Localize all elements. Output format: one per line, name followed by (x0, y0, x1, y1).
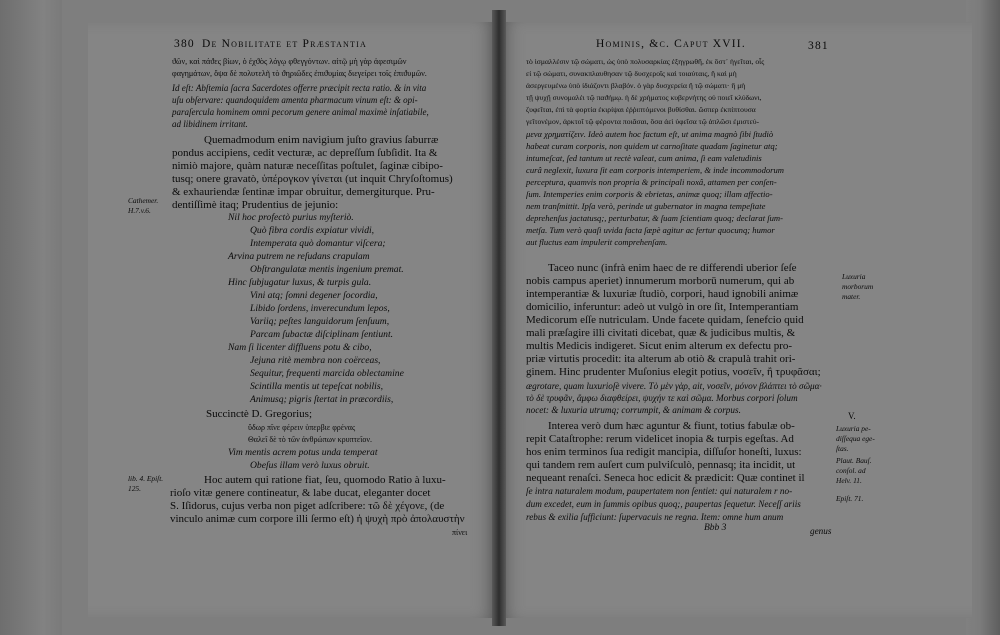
right-greek-line: γεῖτονέμον, ἀρκτοῖ τῷ φέροντα ποιᾶσαι, ὅσα ἀεὶ ὑφεῖσα τῷ ἀπλῶσι ἐμιστεύ- (526, 117, 760, 126)
left-margin-note: 125. (128, 484, 141, 493)
left-line: vinculo animæ cum corpore illi ſermo eſt) ἡ ψυχὴ πρὸ ἀπολαυστὴν (170, 513, 465, 525)
right-line: repit Cataſtrophe: rerum videlicet inopia & turpis egeſtas. Ad (526, 433, 794, 445)
right-margin-note: ſtas. (836, 444, 849, 453)
left-verse-line: Libido ſordens, inverecundum lepos, (250, 303, 390, 314)
left-running-head: De Nobilitate et Præstantia (202, 38, 367, 50)
right-line: hos enim terminos ſua redigit mancipia, diſſuſor honeſti, luxus: (526, 446, 802, 458)
right-margin-note: V. (848, 411, 856, 421)
left-line: & exhauriendæ ſentinæ impar obruitur, demergiturque. Pru- (172, 186, 435, 198)
left-margin-note: lib. 4. Epiſt. (128, 474, 164, 483)
right-greek-line: ἀσεργευμένω ὑπὸ ἰδιάζοντι βλαβόν. ὁ γὰρ δυσχερεία ἢ τῷ σώματι· ἢ μὴ (526, 81, 746, 90)
right-line: nequeant renaſci. Seneca hoc edicit & prædicit: Quæ continet il (526, 472, 805, 484)
right-margin-note: Luxuria (842, 272, 866, 281)
left-line: ad libidinem irritant. (172, 119, 248, 129)
left-verse-line: Obſtrangulatæ mentis ingenium premat. (250, 264, 404, 275)
right-greek-line: εἰ τῷ σώματι, συνακπλαυθησαν τῷ δυσχεροῖς καὶ τοιαύταις, ἢ καὶ μὴ (526, 69, 737, 78)
right-margin-note: morborum (842, 282, 874, 291)
right-margin-note: Epiſt. 71. (836, 494, 864, 503)
right-margin-note: conſol. ad (836, 466, 866, 475)
right-line: aut fluctus eam impulerit comprehenſam. (526, 237, 668, 247)
right-margin-note: Plaut. Bauſ. (836, 456, 872, 465)
right-page-number: 381 (808, 40, 829, 52)
left-margin-note: Cathemer. (128, 196, 159, 205)
right-line: ſum. Intemperies enim corporis & ebrietas, animæ quoq; illam affectio- (526, 189, 773, 199)
left-verse-line: Nam ſi licenter diffluens potu & cibo, (228, 342, 372, 353)
left-line: dentiſſimè itaq; Prudentius de jejunio: (172, 199, 339, 211)
right-line: rebus & exilia ſufficiunt: ſupervacuis ne regna. Item: omne hum anum (526, 512, 784, 522)
right-greek-line: ζυφεῖται, ἐπὶ τὰ φορτία ἐκιρίψαι ἐῤῥιπτόμενοι βυθίσθαι. ὥσπερ ἐκπίπτουσα (526, 105, 756, 114)
right-line: priæ virtutis procedit: ita alterum ab otiò & crapulà trahit ori- (526, 353, 796, 365)
right-line: metſa. Tum verò quaſi uvida facta ſæpè agitur ac fertur quocunq; humor (526, 225, 775, 235)
right-line: ſe intra naturalem modum, paupertatem non ſentiet: qui naturalem r no- (526, 486, 793, 496)
right-line: mali præſagire illi civitati dicebat, quæ & judicibus multis, & (526, 327, 796, 339)
left-line: Id eſt: Abſtemia ſacra Sacerdotes offerre præcipit recta ratio. & in vita (172, 83, 427, 93)
left-line: pondus accipiens, cedit vecturæ, ac depreſſum ſubſidit. Ita & (172, 147, 438, 159)
left-verse-line: Vini atq; ſomni degener ſocordia, (250, 290, 378, 301)
left-line: paraſercula hominem omni pecorum genere animal maximè inſatiabile, (172, 107, 429, 117)
left-line: ϑῶν, καὶ πάϑες βίων, ὁ ἐχϑὸς λόγῳ φθεγγόντων. αἰτῷ μὴ γὰρ ἀφεσιμῶν (172, 57, 407, 66)
left-margin-note: H.7.v.6. (128, 206, 151, 215)
left-greek-line: ὕδωρ πῖνε φέρειν ὑπερβιε φρένας (248, 423, 356, 432)
left-verse-line: Sequitur, frequenti marcida oblectamine (250, 368, 404, 379)
right-margin-note: Luxuria pe- (836, 424, 871, 433)
left-verse-line: Quò fibra cordis expiatur vividi, (250, 225, 375, 236)
left-verse-line: Nil hoc profectò purius myſteriò. (228, 212, 354, 223)
left-greek-line: Θαλεῖ δὲ τὸ τῶν ἀνθρώπων κρυπτεῖον. (248, 435, 372, 444)
right-line: τὸ δὲ τρυφᾶν, ἄμφω διαφθείρει, ψυχήν τε καὶ σῶμα. Morbus corpori ſolum (526, 393, 798, 403)
signature-mark: Bbb 3 (704, 523, 727, 533)
left-page-edges (0, 0, 62, 635)
left-line: tusq; onere gravatò, ὑπέρογκον γίνεται (ut inquit Chryſoſtomus) (172, 173, 453, 185)
right-line: deprehenſus jactatusq;, perturbatur, & ſuam ſcientiam quoq; declarat ſum- (526, 213, 783, 223)
right-line: nocet: & luxuria utrumq; corrumpit, & animam & corpus. (526, 405, 741, 415)
left-line: S. Iſidorus, cujus verba non piget adſcribere: τῶ δὲ χέγονε, (de (170, 500, 445, 512)
left-line: rioſo vitæ genere contineatur, & labe ducat, eleganter docet (170, 487, 431, 499)
right-margin-note: diſſequa ege- (836, 434, 875, 443)
right-line: qui tandem rem auſert cum pulviſculò, pennasq; ita incidit, ut (526, 459, 796, 471)
left-line: φαγημάτων, ὄψα δὲ πολυτελῆ τὸ ϑηριῶδες ἐπιϑυμίας διεγείρει τοῖς ἐπιϑυμῶν. (172, 69, 427, 78)
right-line: intemperantiæ & luxuriæ ſtudiò, corpori, haud ignobili animæ (526, 288, 799, 300)
right-line: curâ neglexit, luxura ſit eam corporis intemperiem, & inde incommodorum (526, 165, 785, 175)
right-line: Interea verò dum hæc aguntur & fiunt, totius fabulæ ob- (548, 420, 795, 432)
left-verse-line: Animusq; pigris ſtertat in præcordiis, (250, 394, 394, 405)
left-line: nimiò majore, quàm naturæ neceſſitas poſtulet, ſaginæ cibipo- (172, 160, 443, 172)
left-line: Quemadmodum enim navigium juſto gravius ſaburræ (204, 134, 439, 146)
right-running-head: Hominis, &c. Caput XVII. (596, 38, 746, 50)
right-line: μενα χρηματίζειν. Ideò autem hoc factum eſt, ut anima magnò ſibi ſtudiò (526, 129, 774, 139)
left-verse-line: Jejuna ritè membra non coërceas, (250, 355, 381, 366)
left-verse-line: Parcam ſubactæ diſciplinam ſentiunt. (250, 329, 394, 340)
right-line: nobis campus aperiet) innumerum morborū numerum, qui ab (526, 275, 795, 287)
left-verse-line: Obeſus illam verò luxus obruit. (250, 460, 370, 471)
right-line: nem tranſmittit. Ipſa verò, perinde ut gubernator in magna tempeſtate (526, 201, 766, 211)
left-page-number: 380 (174, 38, 195, 50)
left-line: uſu obſervare: quandoquidem amenta pharmacum vinum eſt: & opi- (172, 95, 418, 105)
right-catchword: genus (810, 526, 832, 536)
right-greek-line: τῇ ψυχῇ συνομαλέι τῷ παϑήμῳ. ἡ δὲ χρήματος κυβερνήτης οὐ ποιεῖ κλύδωνι, (526, 93, 762, 102)
left-line: πίνει (452, 528, 468, 537)
right-line: perceptura, quamvis non propria & principali noxâ, attamen per conſen- (526, 177, 777, 187)
right-line: multis Medicis indigeret. Sicut enim alterum ex defectu pro- (526, 340, 793, 352)
right-line: intumeſcat, ſed tantum ut rectè valeat, cum anima, ſi eam valetudinis (526, 153, 762, 163)
left-verse-line: Variiq; peſtes languidorum ſenſuum, (250, 316, 390, 327)
left-verse-line: Intemperata quò domantur viſcera; (250, 238, 386, 249)
left-verse-line: Arvina putrem ne reſudans crapulam (228, 251, 370, 262)
right-greek-line: τὸ ἱσμαλλέσιν τῷ σώματι, ὡς ὑπὸ πολυσαρκίας ἐξηγρωθῆ, ἐκ ὅστ᾽ ἡγεῖται, οἷς (526, 57, 765, 66)
left-verse-line: Vim mentis acrem potus unda temperat (228, 447, 378, 458)
book-gutter (492, 10, 506, 626)
left-verse-line: Hinc ſubjugatur luxus, & turpis gula. (228, 277, 372, 288)
right-line: habeat curam corporis, non quidem ut carnoſitate quadam ſaginetur atq; (526, 141, 778, 151)
left-verse-line: Scintilla mentis ut tepeſcat nobilis, (250, 381, 383, 392)
left-line: Hoc autem qui ratione fiat, ſeu, quomodo Ratio à luxu- (204, 474, 446, 486)
left-line: Succinctè D. Gregorius; (206, 408, 312, 420)
right-line: dum excedet, eum in ſummis opibus quoq;, paupertas ſequetur. Neceſſ ariis (526, 499, 801, 509)
right-line: ginem. Hinc prudenter Muſonius elegit potius, νοσεῖν, ἢ τρυφᾶσαι; (526, 366, 821, 378)
right-line: domicilio, inferuntur: adeò ut vulgò in ore ſit, Intemperantiam (526, 301, 799, 313)
right-line: Taceo nunc (infrà enim haec de re differendi uberior ſeſe (548, 262, 797, 274)
right-margin-note: Helv. 11. (836, 476, 862, 485)
right-line: Medicorum eſſe nutriculam. Unde facete quidam, ſenefcio quid (526, 314, 804, 326)
right-margin-note: mater. (842, 292, 861, 301)
right-line: ægrotare, quam luxurioſè vivere. Τὸ μὲν γὰρ, ait, νοσεῖν, μόνον βλάπτει τὸ σῶμα· (526, 381, 822, 391)
